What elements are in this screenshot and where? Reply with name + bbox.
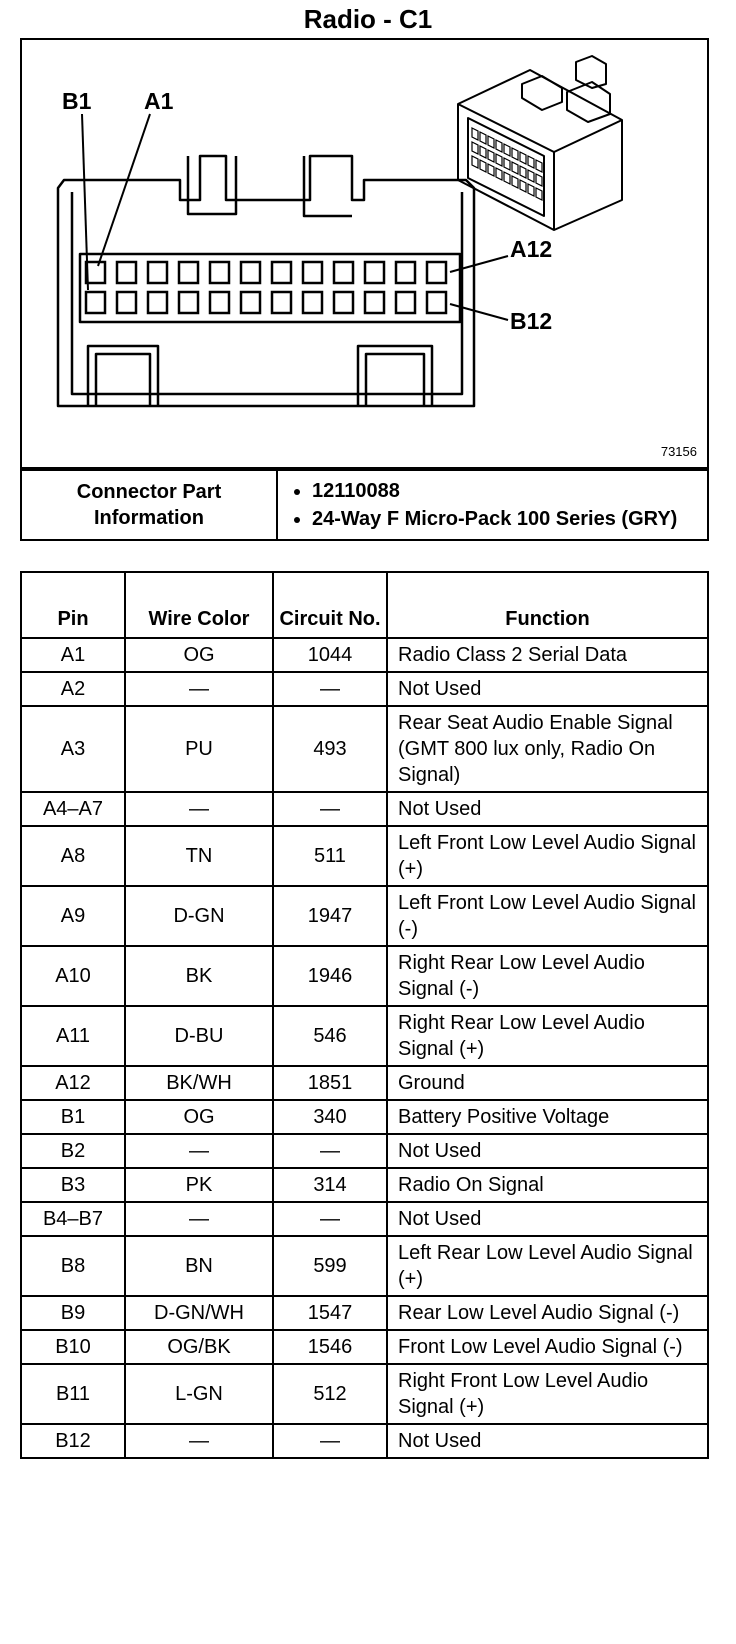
sketch-cavity <box>536 174 542 186</box>
callout-b1: B1 <box>62 88 92 114</box>
terminal-cavity <box>303 262 322 283</box>
circuit-cell: — <box>273 1424 387 1458</box>
table-row <box>21 1168 708 1202</box>
function-cell: Not Used <box>387 1202 708 1236</box>
sketch-cavity <box>488 136 494 148</box>
sketch-cavity <box>480 132 486 144</box>
circuit-cell: 1947 <box>273 886 387 946</box>
sketch-cavity <box>480 160 486 172</box>
sketch-cavity <box>520 180 526 192</box>
sketch-cavity <box>536 188 542 200</box>
terminal-cavity <box>241 262 260 283</box>
wire-color-cell: — <box>125 792 273 826</box>
pin-cell: B11 <box>21 1364 125 1424</box>
header-wire-color: Wire Color <box>125 572 273 638</box>
sketch-cavity <box>504 172 510 184</box>
wire-color-cell: OG/BK <box>125 1330 273 1364</box>
wire-color-cell: D-BU <box>125 1006 273 1066</box>
wire-color-cell: — <box>125 1424 273 1458</box>
wire-color-cell: BK/WH <box>125 1066 273 1100</box>
wire-color-cell: D-GN/WH <box>125 1296 273 1330</box>
terminal-cavity <box>148 262 167 283</box>
terminal-cavity <box>210 292 229 313</box>
bottom-right-key-inner <box>366 354 424 406</box>
circuit-cell: 599 <box>273 1236 387 1296</box>
connector-part-number: • 12110088 <box>312 477 695 505</box>
function-cell: Left Front Low Level Audio Signal (+) <box>387 826 708 886</box>
function-cell: Not Used <box>387 1134 708 1168</box>
circuit-cell: 512 <box>273 1364 387 1424</box>
table-row <box>21 706 708 792</box>
pin-cell: B9 <box>21 1296 125 1330</box>
sketch-cavity <box>504 144 510 156</box>
function-cell: Battery Positive Voltage <box>387 1100 708 1134</box>
terminal-cavity <box>334 262 353 283</box>
pin-cell: A4–A7 <box>21 792 125 826</box>
wire-color-cell: — <box>125 1134 273 1168</box>
wire-color-cell: PK <box>125 1168 273 1202</box>
circuit-cell: — <box>273 1134 387 1168</box>
function-cell: Left Front Low Level Audio Signal (-) <box>387 886 708 946</box>
pin-cell: A3 <box>21 706 125 792</box>
function-cell: Right Front Low Level Audio Signal (+) <box>387 1364 708 1424</box>
sketch-cavity <box>528 170 534 182</box>
table-row <box>21 1296 708 1330</box>
table-row <box>21 1424 708 1458</box>
pin-cell: B3 <box>21 1168 125 1202</box>
circuit-cell: — <box>273 792 387 826</box>
left-latch <box>188 156 236 214</box>
circuit-cell: 1946 <box>273 946 387 1006</box>
connector-info-label: Connector Part Information <box>21 470 277 540</box>
connector-info-table <box>20 469 709 541</box>
page-title: Radio - C1 <box>303 4 433 34</box>
sketch-cavity <box>496 154 502 166</box>
sketch-cavity <box>536 160 542 172</box>
b12-leader <box>450 304 508 320</box>
terminal-cavity <box>117 292 136 313</box>
table-row <box>21 1134 708 1168</box>
table-row <box>21 1100 708 1134</box>
pin-cell: A9 <box>21 886 125 946</box>
pin-cell: A10 <box>21 946 125 1006</box>
header-function: Function <box>387 572 708 638</box>
pin-cell: B4–B7 <box>21 1202 125 1236</box>
table-row <box>21 826 708 886</box>
terminal-cavity <box>179 262 198 283</box>
circuit-cell: 511 <box>273 826 387 886</box>
terminal-cavity <box>365 292 384 313</box>
wire-color-cell: OG <box>125 1100 273 1134</box>
function-cell: Rear Seat Audio Enable Signal (GMT 800 lux only, Radio On Signal) <box>387 706 708 792</box>
wire-color-cell: OG <box>125 638 273 672</box>
callout-a12: A12 <box>510 236 553 262</box>
function-cell: Rear Low Level Audio Signal (-) <box>387 1296 708 1330</box>
wire-color-cell: D-GN <box>125 886 273 946</box>
terminal-cavity <box>148 292 167 313</box>
pin-cell: B12 <box>21 1424 125 1458</box>
function-cell: Radio Class 2 Serial Data <box>387 638 708 672</box>
terminal-cavity <box>179 292 198 313</box>
connector-info-items <box>277 470 708 540</box>
terminal-cavity <box>210 262 229 283</box>
terminal-cavity <box>334 292 353 313</box>
table-row <box>21 886 708 946</box>
function-cell: Ground <box>387 1066 708 1100</box>
table-row <box>21 1236 708 1296</box>
connector-description: • 24-Way F Micro-Pack 100 Series (GRY) <box>312 505 695 533</box>
sketch-cavity <box>520 166 526 178</box>
terminal-cavity <box>117 262 136 283</box>
header-circuit: Circuit No. <box>273 572 387 638</box>
pinout-table <box>20 571 709 1459</box>
terminal-cavity <box>365 262 384 283</box>
sketch-cavity <box>512 176 518 188</box>
table-row <box>21 1364 708 1424</box>
wire-color-cell: BK <box>125 946 273 1006</box>
header-pin: Pin <box>21 572 125 638</box>
circuit-cell: 493 <box>273 706 387 792</box>
terminal-cavity <box>241 292 260 313</box>
wire-color-cell: PU <box>125 706 273 792</box>
sketch-cavity <box>512 162 518 174</box>
pin-cell: B8 <box>21 1236 125 1296</box>
figure-id: 73156 <box>660 444 697 459</box>
terminal-cavity <box>272 262 291 283</box>
sketch-cavity <box>496 140 502 152</box>
sketch-cavity <box>512 148 518 160</box>
callout-b12: B12 <box>510 308 553 334</box>
function-cell: Left Rear Low Level Audio Signal (+) <box>387 1236 708 1296</box>
terminal-cavity <box>86 262 105 283</box>
table-row <box>21 1330 708 1364</box>
circuit-cell: 1044 <box>273 638 387 672</box>
sketch-cavity <box>504 158 510 170</box>
sketch-cavity <box>520 152 526 164</box>
sketch-cavity <box>480 146 486 158</box>
terminal-cavity <box>427 262 446 283</box>
wire-color-cell: TN <box>125 826 273 886</box>
pin-cell: B10 <box>21 1330 125 1364</box>
bottom-left-key-inner <box>96 354 150 406</box>
connector-3d-cavities <box>472 128 542 200</box>
circuit-cell: 1851 <box>273 1066 387 1100</box>
connector-drawing <box>22 40 707 467</box>
pin-cell: A2 <box>21 672 125 706</box>
circuit-cell: 314 <box>273 1168 387 1202</box>
table-row <box>21 1202 708 1236</box>
connector-3d-sketch <box>458 56 622 230</box>
terminal-cavity <box>272 292 291 313</box>
wire-color-cell: — <box>125 672 273 706</box>
connector-figure <box>20 38 709 469</box>
sketch-cavity <box>472 156 478 168</box>
wire-color-cell: — <box>125 1202 273 1236</box>
terminal-cavity <box>427 292 446 313</box>
function-cell: Right Rear Low Level Audio Signal (+) <box>387 1006 708 1066</box>
pin-cell: A8 <box>21 826 125 886</box>
function-cell: Not Used <box>387 672 708 706</box>
table-row <box>21 792 708 826</box>
a1-leader <box>98 114 150 266</box>
function-cell: Radio On Signal <box>387 1168 708 1202</box>
circuit-cell: 1546 <box>273 1330 387 1364</box>
sketch-cavity <box>496 168 502 180</box>
terminal-cavity <box>303 292 322 313</box>
function-cell: Right Rear Low Level Audio Signal (-) <box>387 946 708 1006</box>
function-cell: Not Used <box>387 792 708 826</box>
wire-color-cell: L-GN <box>125 1364 273 1424</box>
sketch-cavity <box>528 184 534 196</box>
pin-cell: B1 <box>21 1100 125 1134</box>
pin-cell: B2 <box>21 1134 125 1168</box>
terminal-cavity <box>396 262 415 283</box>
sketch-cavity <box>528 156 534 168</box>
callout-a1: A1 <box>144 88 174 114</box>
terminal-cavity <box>86 292 105 313</box>
function-cell: Front Low Level Audio Signal (-) <box>387 1330 708 1364</box>
sketch-cavity <box>488 150 494 162</box>
table-header-row <box>21 572 708 638</box>
table-row <box>21 1066 708 1100</box>
sketch-cavity <box>472 142 478 154</box>
table-row <box>21 672 708 706</box>
terminal-cavity <box>396 292 415 313</box>
pin-cell: A1 <box>21 638 125 672</box>
table-row <box>21 638 708 672</box>
wire-color-cell: BN <box>125 1236 273 1296</box>
a12-leader <box>450 256 508 272</box>
circuit-cell: 546 <box>273 1006 387 1066</box>
circuit-cell: — <box>273 672 387 706</box>
circuit-cell: 340 <box>273 1100 387 1134</box>
function-cell: Not Used <box>387 1424 708 1458</box>
terminal-cavities <box>86 262 446 313</box>
sketch-cavity <box>488 164 494 176</box>
table-row <box>21 946 708 1006</box>
sketch-cavity <box>472 128 478 140</box>
circuit-cell: — <box>273 1202 387 1236</box>
pin-cell: A11 <box>21 1006 125 1066</box>
circuit-cell: 1547 <box>273 1296 387 1330</box>
table-row <box>21 1006 708 1066</box>
pin-cell: A12 <box>21 1066 125 1100</box>
